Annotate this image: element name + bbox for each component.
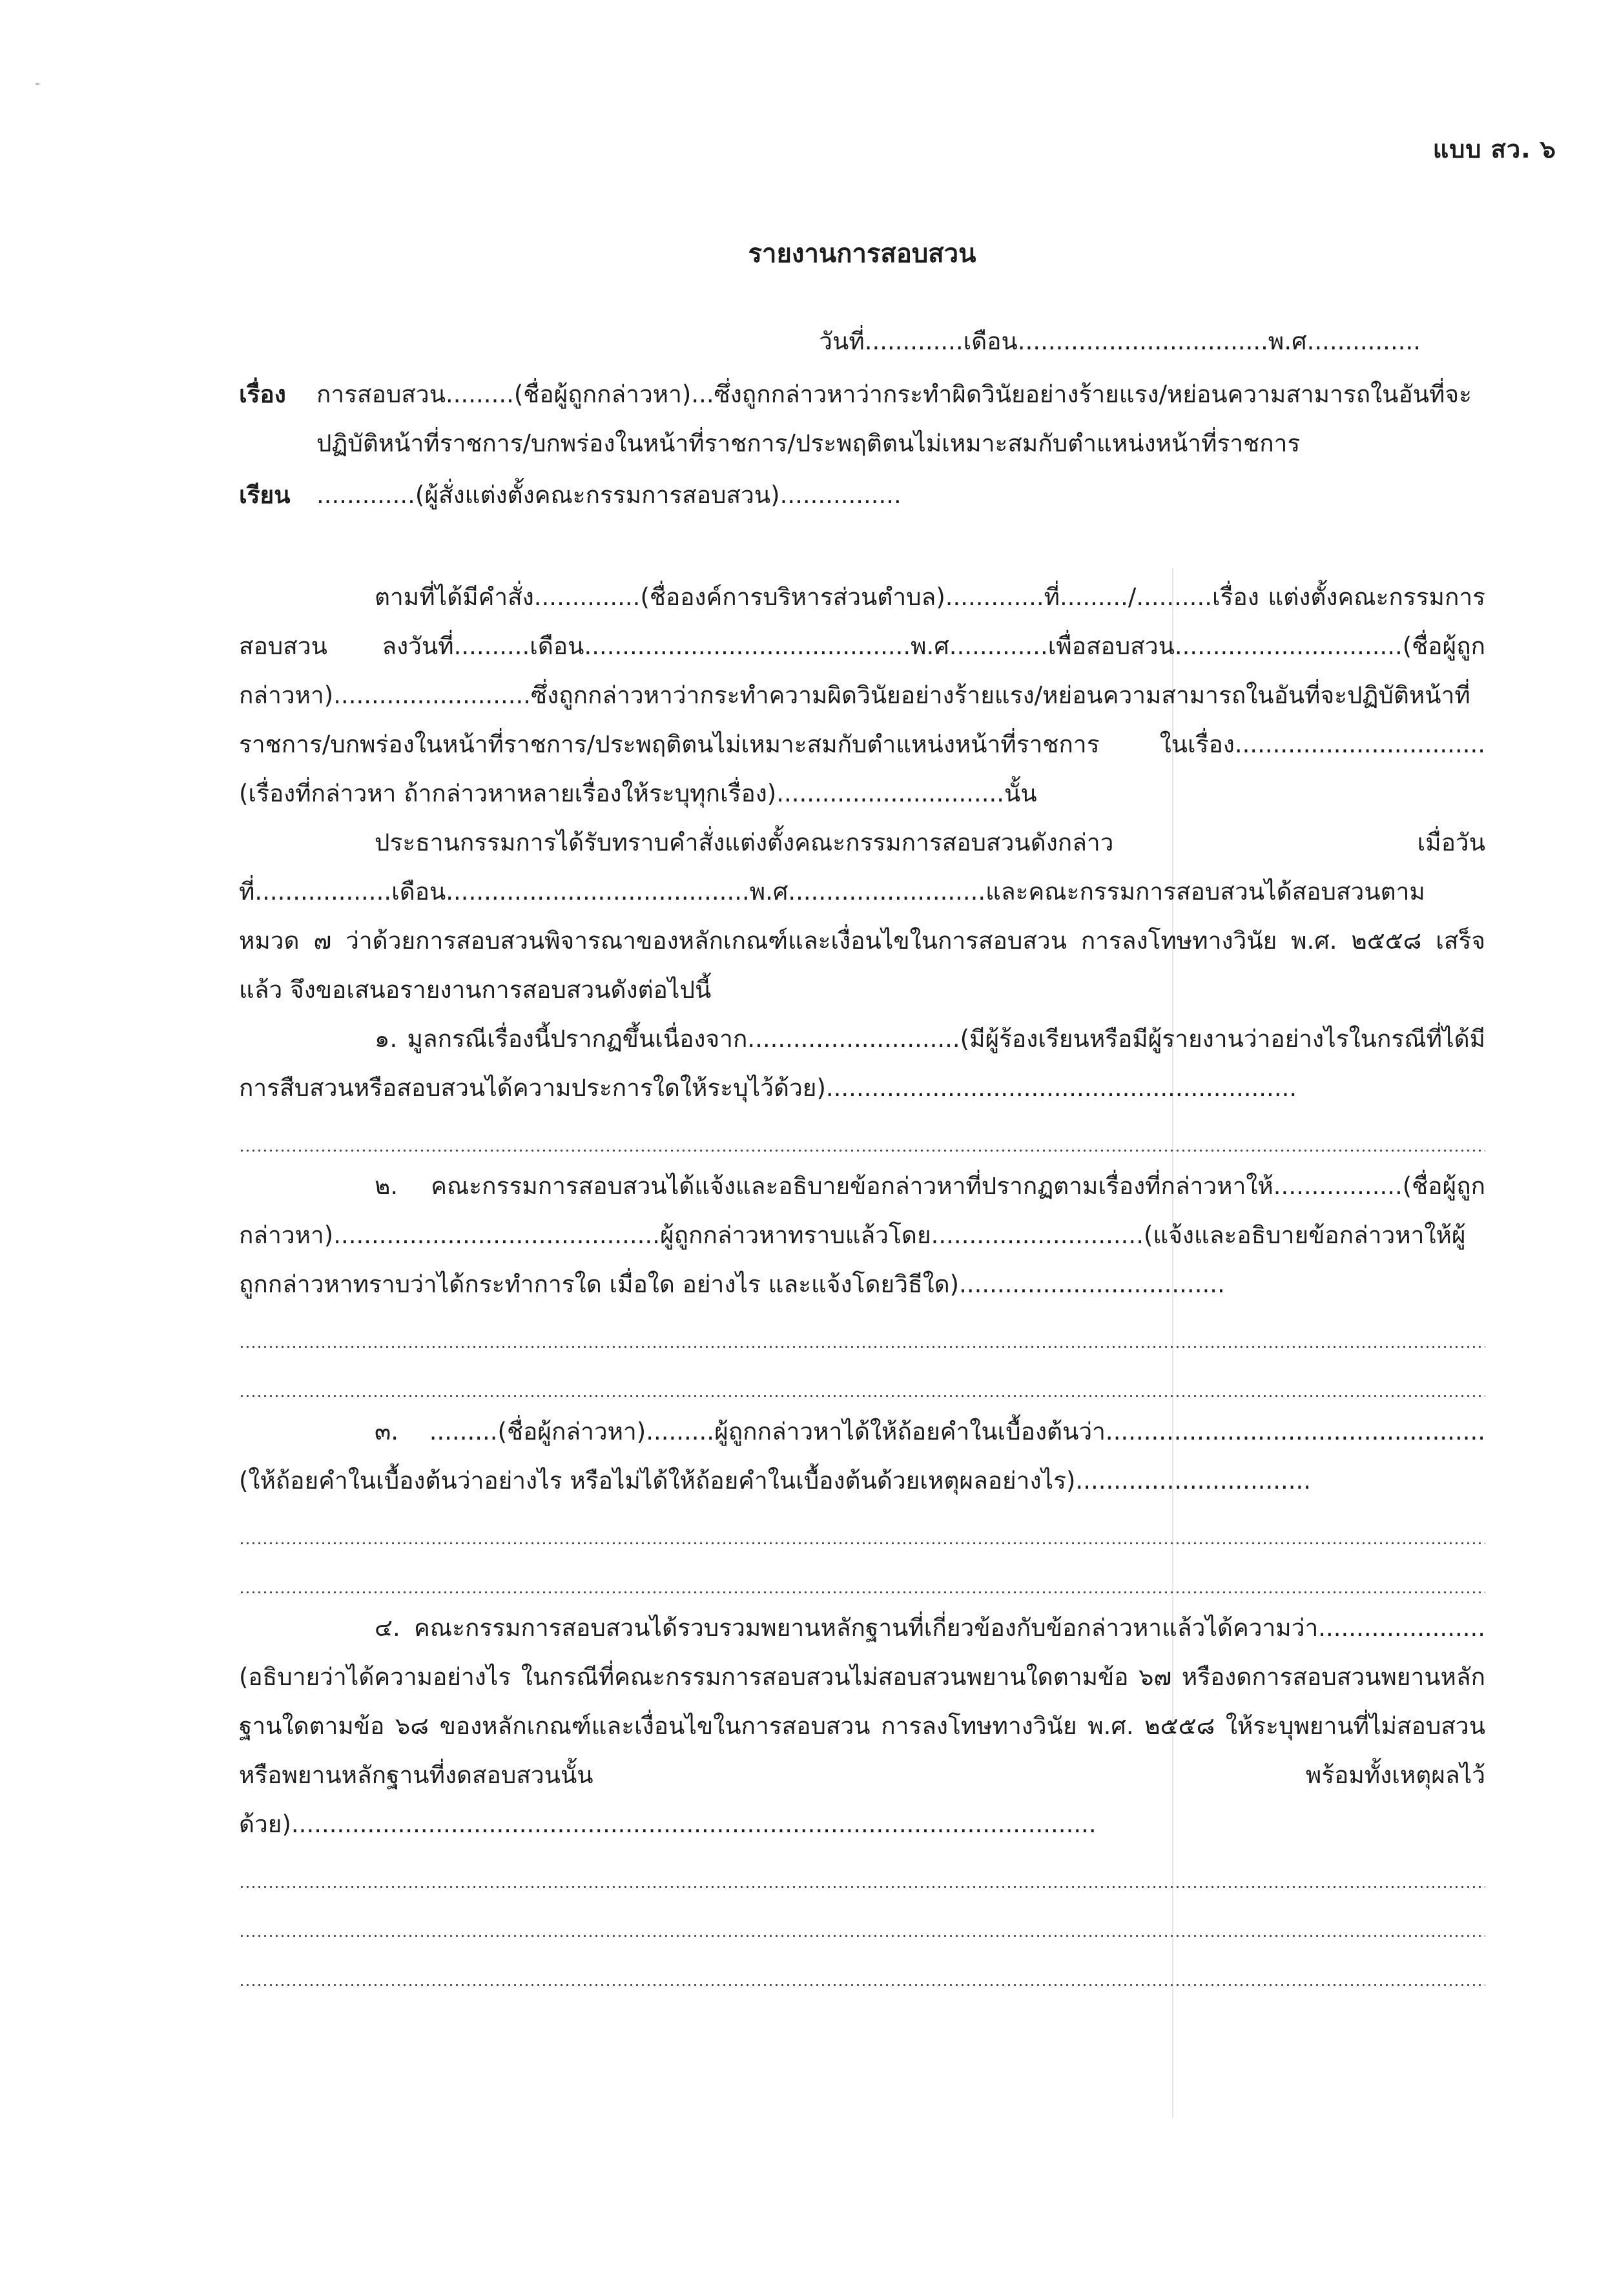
salutation-text: .............(ผู้สั่งแต่งตั้งคณะกรรมการสอบสวน)................: [316, 481, 902, 509]
document-title: รายงานการสอบสวน: [748, 239, 976, 269]
subject-label: เรื่อง: [239, 380, 286, 408]
subject-row: [239, 370, 1485, 468]
salutation-row: [239, 471, 1485, 520]
dotted-line: [239, 1555, 1485, 1604]
dotted-line: [239, 1358, 1485, 1407]
document-body: [239, 129, 1485, 1996]
dotted-line: [239, 1309, 1485, 1358]
item-1: ๑. มูลกรณีเรื่องนี้ปรากฏขึ้นเนื่องจาก............................(มีผู้ร้องเรียนหรือมีผู้รายงานว่าอย่างไรในกรณีที่ได้มีการสืบสวนหรือสอบสวนได้ความประการใดให้ระบุไว้ด้วย)..............................................................: [239, 1025, 1485, 1102]
paragraph-chair: ประธานกรรมการได้รับทราบคำสั่งแต่งตั้งคณะกรรมการสอบสวนดังกล่าว เมื่อวันที่..................เดือน........................................พ.ศ..........................และคณะกรรมการสอบสวนได้สอบสวนตามหมวด ๗ ว่าด้วยการสอบสวนพิจารณาของหลักเกณฑ์และเงื่อนไขในการสอบสวน การลงโทษทางวินัย พ.ศ. ๒๕๕๘ เสร็จแล้ว จึงขอเสนอรายงานการสอบสวนดังต่อไปนี้: [239, 829, 1485, 1004]
item-2: ๒. คณะกรรมการสอบสวนได้แจ้งและอธิบายข้อกล่าวหาที่ปรากฏตามเรื่องที่กล่าวหาให้.................(ชื่อผู้ถูกกล่าวหา)...........................................ผู้ถูกกล่าวหาทราบแล้วโดย............................(แจ้งและอธิบายข้อกล่าวหาให้ผู้ถูกกล่าวหาทราบว่าได้กระทำการใด เมื่อใด อย่างไร และแจ้งโดยวิธีใด)...................................: [239, 1172, 1485, 1298]
subject-text: การสอบสวน.........(ชื่อผู้ถูกกล่าวหา)...ซึ่งถูกกล่าวหาว่ากระทำผิดวินัยอย่างร้ายแรง/หย่อนความสามารถในอันที่จะปฏิบัติหน้าที่ราชการ/บกพร่องในหน้าที่ราชการ/ประพฤติตนไม่เหมาะสมกับตำแหน่งหน้าที่ราชการ: [316, 380, 1472, 457]
form-code: แบบ สว. ๖: [1432, 135, 1556, 163]
report-body: [239, 573, 1485, 1996]
date-line: วันที่.............เดือน.................................พ.ศ...............: [819, 327, 1421, 355]
scan-speck: [36, 83, 39, 85]
dotted-line: [239, 1898, 1485, 1947]
dotted-line: [239, 1505, 1485, 1555]
dotted-line: [239, 1947, 1485, 1996]
item-3: ๓. .........(ชื่อผู้กล่าวหา).........ผู้ถูกกล่าวหาได้ให้ถ้อยคำในเบื้องต้นว่า..................................................(ให้ถ้อยคำในเบื้องต้นว่าอย่างไร หรือไม่ได้ให้ถ้อยคำในเบื้องต้นด้วยเหตุผลอย่างไร)...............................: [239, 1418, 1485, 1494]
salutation-label: เรียน: [239, 481, 291, 509]
item-4: ๔. คณะกรรมการสอบสวนได้รวบรวมพยานหลักฐานที่เกี่ยวข้องกับข้อกล่าวหาแล้วได้ความว่า......................(อธิบายว่าได้ความอย่างไร ในกรณีที่คณะกรรมการสอบสวนไม่สอบสวนพยานใดตามข้อ ๖๗ หรืองดการสอบสวนพยานหลักฐานใดตามข้อ ๖๘ ของหลักเกณฑ์และเงื่อนไขในการสอบสวน การลงโทษทางวินัย พ.ศ. ๒๕๕๘ ให้ระบุพยานที่ไม่สอบสวนหรือพยานหลักฐานที่งดสอบสวนนั้น พร้อมทั้งเหตุผลไว้ด้วย)..........................................................................................................: [239, 1614, 1485, 1838]
dotted-line: [239, 1113, 1485, 1162]
paragraph-intro: ตามที่ได้มีคำสั่ง..............(ชื่อองค์การบริหารส่วนตำบล).............ที่........./..........เรื่อง แต่งตั้งคณะกรรมการสอบสวน ลงวันที่..........เดือน...........................................พ.ศ.............เพื่อสอบสวน..............................(ชื่อผู้ถูกกล่าวหา)..........................ซึ่งถูกกล่าวหาว่ากระทำความผิดวินัยอย่างร้ายแรง/หย่อนความสามารถในอันที่จะปฏิบัติหน้าที่ราชการ/บกพร่องในหน้าที่ราชการ/ประพฤติตนไม่เหมาะสมกับตำแหน่งหน้าที่ราชการ ในเรื่อง.................................(เรื่องที่กล่าวหา ถ้ากล่าวหาหลายเรื่องให้ระบุทุกเรื่อง)..............................นั้น: [239, 583, 1485, 807]
dotted-line: [239, 1849, 1485, 1898]
